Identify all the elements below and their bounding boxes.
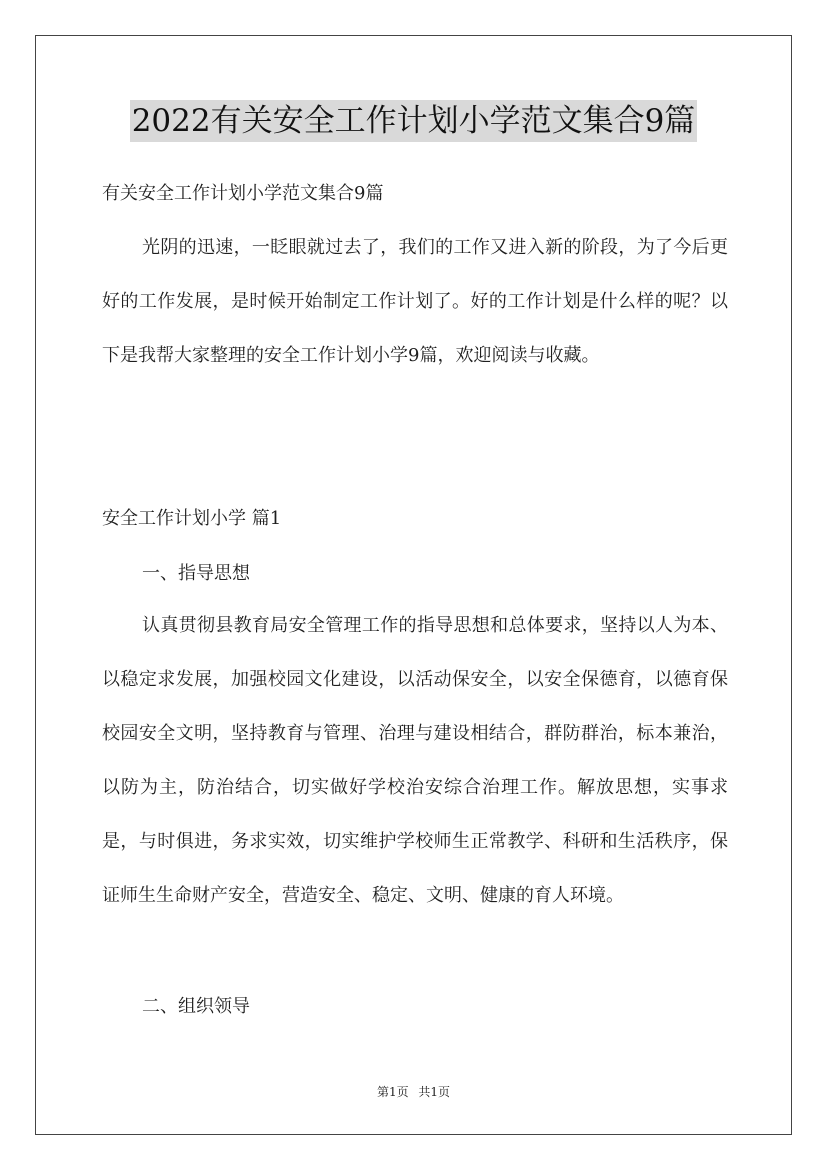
footer-page-total: 共1页	[418, 1085, 451, 1099]
document-title: 2022有关安全工作计划小学范文集合9篇	[130, 100, 698, 142]
part1-paragraph: 认真贯彻县教育局安全管理工作的指导思想和总体要求，坚持以人为本、以稳定求发展，加强校园文化建设，以活动保安全，以安全保德育，以德育保校园安全文明，坚持教育与管理、治理与建设相结合，群防群治，标本兼治，以防为主，防治结合，切实做好学校治安综合治理工作。解放思想，实事求是，与时俱进，务求实效，切实维护学校师生正常教学、科研和生活秩序，保证师生生命财产安全，营造安全、稳定、文明、健康的育人环境。	[102, 615, 728, 906]
page-footer	[0, 1083, 827, 1101]
title-container	[0, 100, 827, 142]
section-heading: 安全工作计划小学 篇1	[102, 508, 282, 529]
part1-heading: 一、指导思想	[142, 563, 250, 584]
intro-paragraph: 光阴的迅速，一眨眼就过去了，我们的工作又进入新的阶段，为了今后更好的工作发展，是时候开始制定工作计划了。好的工作计划是什么样的呢？以下是我帮大家整理的安全工作计划小学9篇，欢迎阅读与收藏。	[102, 237, 728, 366]
document-subtitle: 有关安全工作计划小学范文集合9篇	[102, 183, 384, 204]
footer-page-current: 第1页	[376, 1085, 409, 1099]
part2-heading: 二、组织领导	[142, 996, 250, 1017]
